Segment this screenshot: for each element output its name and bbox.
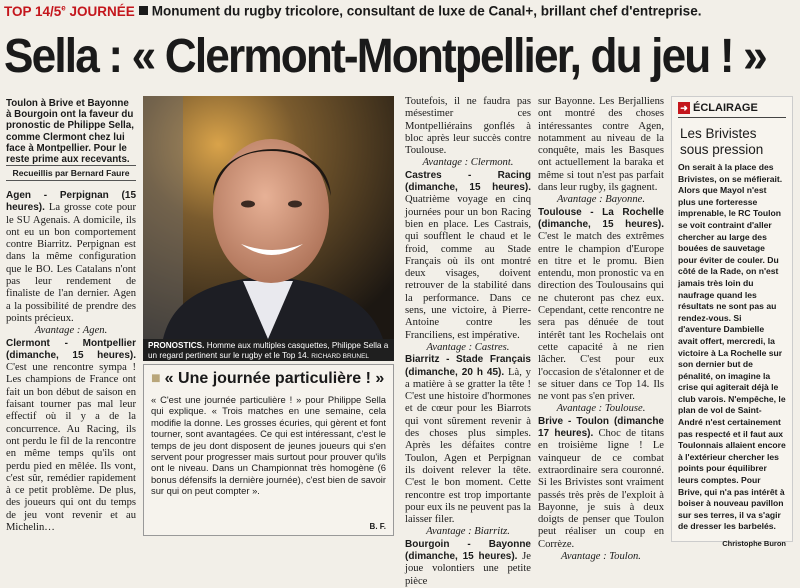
quote-signature: B. F.: [369, 522, 386, 531]
match-title: Brive - Toulon (dimanche 17 heures).: [538, 415, 664, 440]
photo-philippe-sella: [143, 96, 394, 339]
kicker-text: Monument du rugby tricolore, consultant de luxe de Canal+, brillant chef d'entreprise.: [151, 3, 702, 19]
match-text: C'est une rencontre sympa ! Les champions de France ont fait un bon début de saison en faisant tourner pas mal leur effectif où il y a de la concurrence. Au Racing, ils ont perdu le fil de la rencontre en même temps qu'ils ont perdu pied en mêlée. Ils vont, c'est sûr, remédier rapidement à ce petit problème. De plus, des joueurs qui ont du temps de jeu vont revenir et au Michelin…: [6, 362, 136, 534]
match-text: Quatrième voyage en cinq journées pour un bon Racing bien en place. Les Castrais, qui soufflent le chaud et le froid, comme au Stade Français où ils ont montré deux visages, doivent retrouver de la stabilité dans la performance. Dans ce sens, une victoire, à Pierre-Antoine contre les Franciliens, est impérative.: [405, 194, 531, 341]
match-text: C'est le match des extrêmes entre le champion d'Europe en titre et le promu. Bien entendu, mon pronostic va en direction des Toulousains qui ne chuteront pas chez eux. Cependant, cette rencontre ne sera pas dénuée de tout intérêt tant les Rochelais ont cette capacité à ne rien lâcher. C'est pour eux l'occasion de s'étalonner et de se situer dans ce Top 14. Ils ne vont pas s'en priver.: [538, 231, 664, 403]
article-column-3: [538, 96, 665, 562]
sidebar-credit: Christophe Buron: [722, 539, 786, 548]
sidebar-text: On serait à la place des Brivistes, on se méfierait. Alors que Mayol n'est plus une forteresse imprenable, le RC Toulon se voit contraint d'aller chercher au large des bouées de sauvetage pour éviter de couler. Du côté de la Rade, on n'est jamais très loin du naufrage quand les résultats ne sont pas au rendez-vous. Si d'aventure Dambielle avait offert, mercredi, la victoire à La Rochelle sur son dernier but de pénalité, on imagine la crise qui agiterait déjà le club varois. N'empêche, le plan de vol de Saint-André n'est certainement pas respecté et il faut aux Toulonnais allaient encore à l'extérieur chercher les points pour équilibrer leurs comptes. Pour Brive, qui n'a pas intérêt à boiser à nouveau pavillon sur ses terres, il va s'agir de dresser les barbelés.: [678, 162, 786, 532]
match-pick: Avantage : Biarritz.: [426, 526, 510, 538]
caption-text: Homme aux multiples casquettes, Philippe Sella a un regard pertinent sur le rugby et le Top 14.: [148, 341, 389, 360]
match-title: Agen - Perpignan (15 heures).: [6, 190, 136, 214]
match-title: Bourgoin - Bayonne (dimanche, 15 heures).: [405, 538, 531, 562]
match-pick: Avantage : Toulouse.: [556, 403, 646, 415]
sidebar-eclairage: [671, 96, 793, 548]
match-pick: Avantage : Toulon.: [561, 550, 641, 562]
match-text: La grosse cote pour le SU Agenais. A domicile, ils ont eu un bon comportement contre Biarritz. Perpignan est dans la même configuration que le BO. Les Catalans n'ont pas leur rendement de finaliste de l'an dernier. Agen a la possibilité de prendre des points précieux.: [6, 202, 136, 324]
match-text: Je joue volontiers une petite pièce: [405, 550, 531, 587]
photo-caption: [143, 339, 394, 361]
lead-paragraph: Toulon à Brive et Bayonne à Bourgoin ont la faveur du pronostic de Philippe Sella, comme Clermont chez lui face à Montpellier. Pour le reste prime aux recevants.: [6, 98, 134, 166]
portrait-image: [143, 96, 394, 339]
match-title: Toulouse - La Rochelle (dimanche, 15 heures).: [538, 206, 664, 230]
match-text: Là, y a matière à se gratter la tête ! C'est une histoire d'hormones et de cœur pour les Biarrots qui vont sûrement revenir à des choses plus simples. Après les défaites contre Toulon, Agen et Perpignan ils doivent relever la tête. C'est le bon moment. Cette rencontre est trop importante pour eux ils ne peuvent pas la laisser filer.: [405, 366, 531, 526]
kicker: [4, 3, 794, 21]
quote-title: ■ « Une journée particulière ! »: [151, 370, 385, 387]
quote-text: « C'est une journée particulière ! » pour Philippe Sella qui explique. « Trois matches en une semaine, cela modifie la donne. Les grosses écuries, qui gèrent et font tourner, sont avantagées. Ce qui est intéressant, c'est le temps de jeu dont disposent de jeunes joueurs qui s'en servent pour progresser mais surtout pour prouver qu'ils ont le niveau. Dans un Championnat très homogène (6 bonus défensifs la dernière journée), c'est bien de savoir sur qui on peut compter ».: [151, 394, 386, 497]
sidebar-label: ➜ ÉCLAIRAGE: [678, 102, 786, 118]
section-label: TOP 14/5e JOURNÉE: [4, 3, 135, 19]
article-column-1: [6, 190, 136, 542]
byline: Recueillis par Bernard Faure: [6, 165, 136, 181]
square-bullet-icon: ■: [151, 370, 161, 387]
match-text: Choc de titans en troisième ligne ! Le vainqueur de ce combat extraordinaire sera couronné. Si les Brivistes sont vraiment passés très près de l'exploit à Bayonne, je suis à deux doigts de penser que Toulon peut réaliser un coup en Corrèze.: [538, 428, 665, 550]
match-title: Biarritz - Stade Français (dimanche, 20 h 45).: [405, 354, 531, 378]
sidebar-title: Les Brivistes sous pression: [680, 126, 764, 157]
headline: Sella : « Clermont-Montpellier, du jeu ! »: [4, 30, 766, 83]
match-pick: Avantage : Bayonne.: [557, 194, 645, 206]
photo-credit: RICHARD BRUNEL: [311, 353, 370, 360]
quote-box: [143, 364, 394, 536]
article-column-2: [405, 96, 531, 587]
caption-label: PRONOSTICS.: [148, 341, 205, 350]
match-title: Clermont - Montpellier (dimanche, 15 heures).: [6, 337, 136, 361]
square-bullet-icon: [139, 6, 148, 15]
arrow-right-icon: ➜: [678, 102, 690, 114]
match-pick: Avantage : Clermont.: [422, 157, 514, 169]
paragraph: sur Bayonne. Les Berjalliens ont montré des choses intéressantes contre Agen, notamment au niveau de la conquête, mais les Basques ont actuellement la baraka et même si tout n'est pas parfait dans leur rugby, ils gagnent.: [538, 96, 664, 194]
paragraph: Toutefois, il ne faudra pas mésestimer ces Montpelliérains gonflés à bloc après leur succès contre Toulouse.: [405, 96, 531, 157]
match-pick: Avantage : Agen.: [34, 325, 108, 337]
match-title: Castres - Racing (dimanche, 15 heures).: [405, 169, 531, 194]
match-pick: Avantage : Castres.: [426, 341, 510, 353]
